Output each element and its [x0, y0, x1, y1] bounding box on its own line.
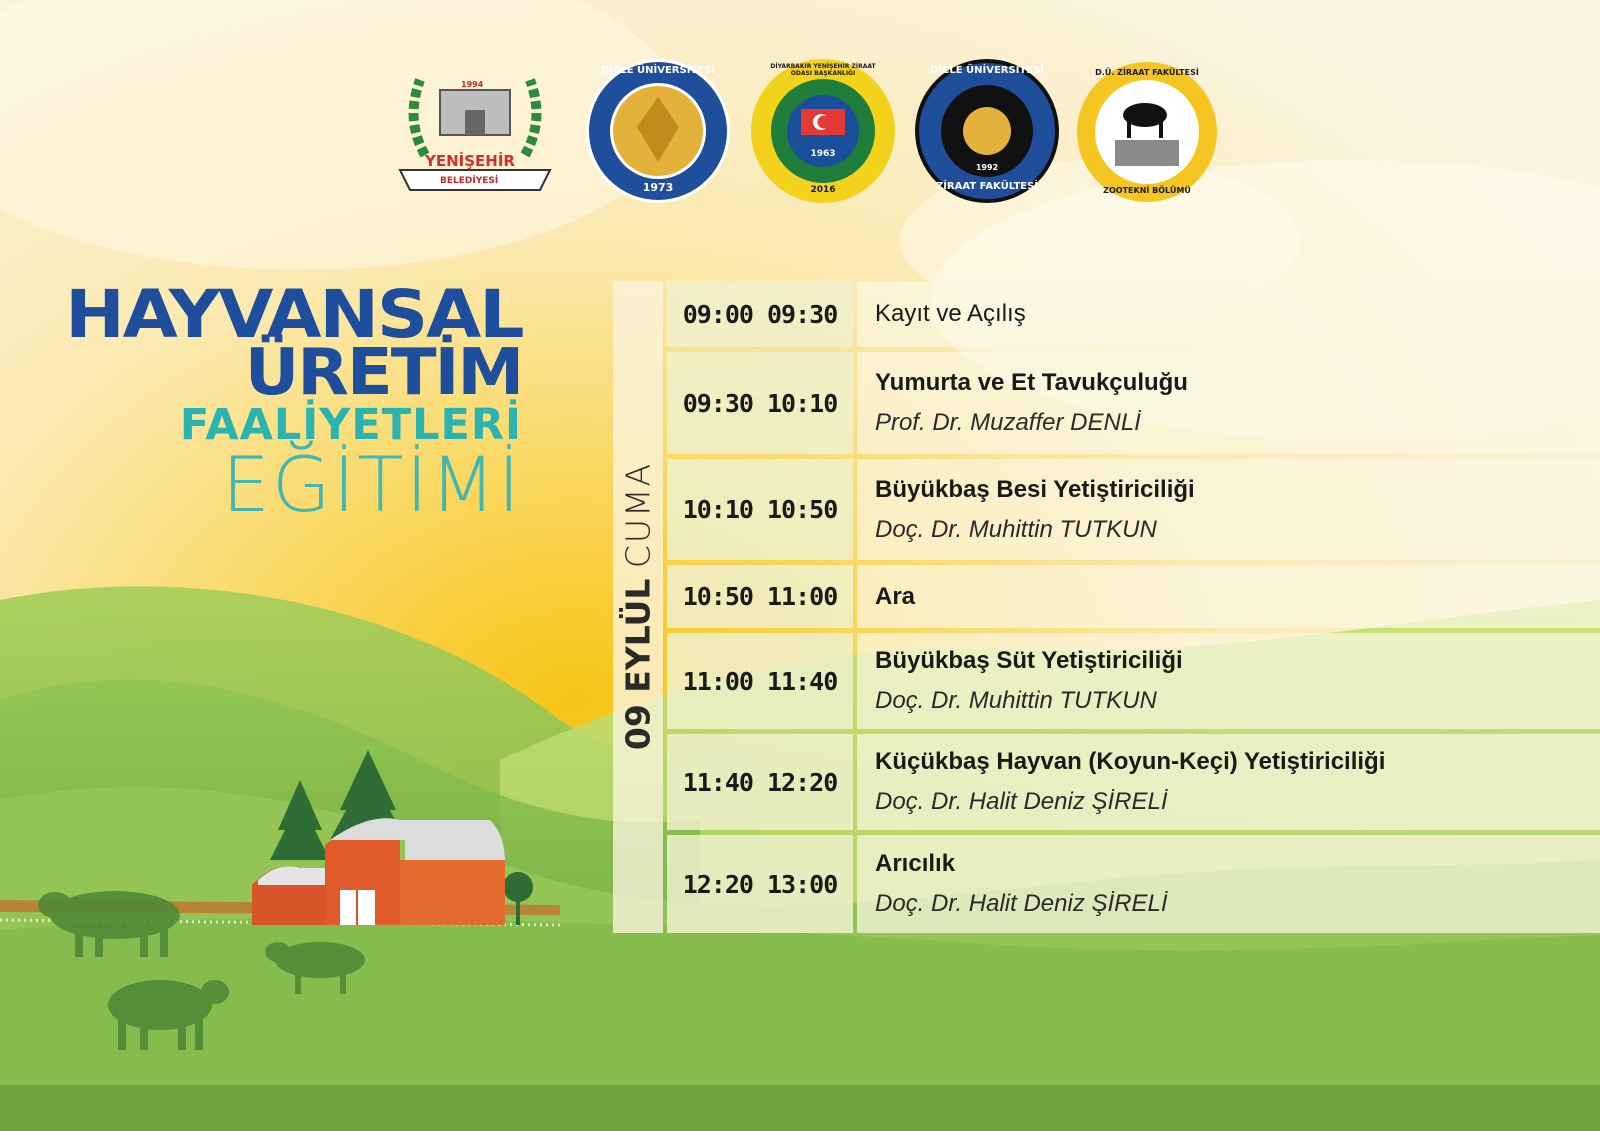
session-topic: Büyükbaş Besi Yetiştiriciliği — [875, 475, 1195, 503]
event-day: 09 EYLÜL — [618, 578, 658, 751]
schedule-row — [667, 281, 1600, 347]
schedule-row — [667, 835, 1600, 933]
session-time: 09:30 10:10 — [667, 352, 853, 454]
schedule-row — [667, 734, 1600, 830]
session-time: 11:00 11:40 — [667, 633, 853, 729]
event-date — [619, 462, 658, 750]
schedule-row — [667, 633, 1600, 729]
title-line-hayvansal: HAYVANSAL — [64, 276, 522, 353]
session-info — [857, 352, 1600, 454]
ziraat-fakultesi-logo: DİCLE ÜNİVERSİTESİ 1992 ZİRAAT FAKÜLTESİ — [913, 57, 1061, 205]
session-topic: Arıcılık — [875, 850, 956, 877]
session-topic: Ara — [875, 582, 916, 610]
session-speaker: Doç. Dr. Halit Deniz ŞİRELİ — [875, 890, 1168, 917]
session-info — [857, 633, 1600, 729]
ziraat-odasi-logo: DİYARBAKIR YENİŞEHİR ZİRAAT ODASI BAŞKANLIĞI 1963 2016 — [749, 57, 897, 205]
session-time: 10:50 11:00 — [667, 565, 853, 628]
yenisehir-belediyesi-logo: 1994 YENİŞEHİR BELEDİYESİ — [395, 60, 555, 200]
session-time: 11:40 12:20 — [667, 734, 853, 830]
zootekni-bolumu-logo: D.Ü. ZİRAAT FAKÜLTESİ ZOOTEKNİ BÖLÜMÜ — [1075, 60, 1219, 204]
session-topic: Yumurta ve Et Tavukçuluğu — [875, 369, 1188, 396]
session-topic: Küçükbaş Hayvan (Koyun-Keçi) Yetiştiriciliği — [875, 748, 1386, 775]
session-speaker: Prof. Dr. Muzaffer DENLİ — [875, 409, 1141, 436]
session-topic: Kayıt ve Açılış — [875, 300, 1026, 327]
session-topic: Büyükbaş Süt Yetiştiriciliği — [875, 647, 1183, 674]
session-info — [857, 835, 1600, 933]
event-weekday: CUMA — [618, 461, 658, 569]
session-info — [857, 734, 1600, 830]
session-speaker: Doç. Dr. Muhittin TUTKUN — [875, 515, 1157, 543]
session-speaker: Doç. Dr. Halit Deniz ŞİRELİ — [875, 788, 1168, 815]
title-line-egitimi: EĞİTİMİ — [221, 440, 522, 529]
schedule-row — [667, 459, 1600, 560]
session-info — [857, 459, 1600, 560]
title-line-faaliyetleri: FAALİYETLERİ — [179, 400, 522, 450]
title-line-uretim: ÜRETİM — [244, 336, 522, 410]
session-speaker: Doç. Dr. Muhittin TUTKUN — [875, 687, 1157, 714]
schedule-row — [667, 565, 1600, 628]
session-info — [857, 281, 1600, 347]
session-time: 10:10 10:50 — [667, 459, 853, 560]
session-time: 09:00 09:30 — [667, 281, 853, 347]
session-time: 12:20 13:00 — [667, 835, 853, 933]
schedule-row — [667, 352, 1600, 454]
dicle-universitesi-logo: DİCLE ÜNİVERSİTESİ 1973 — [584, 57, 732, 205]
session-info — [857, 565, 1600, 628]
